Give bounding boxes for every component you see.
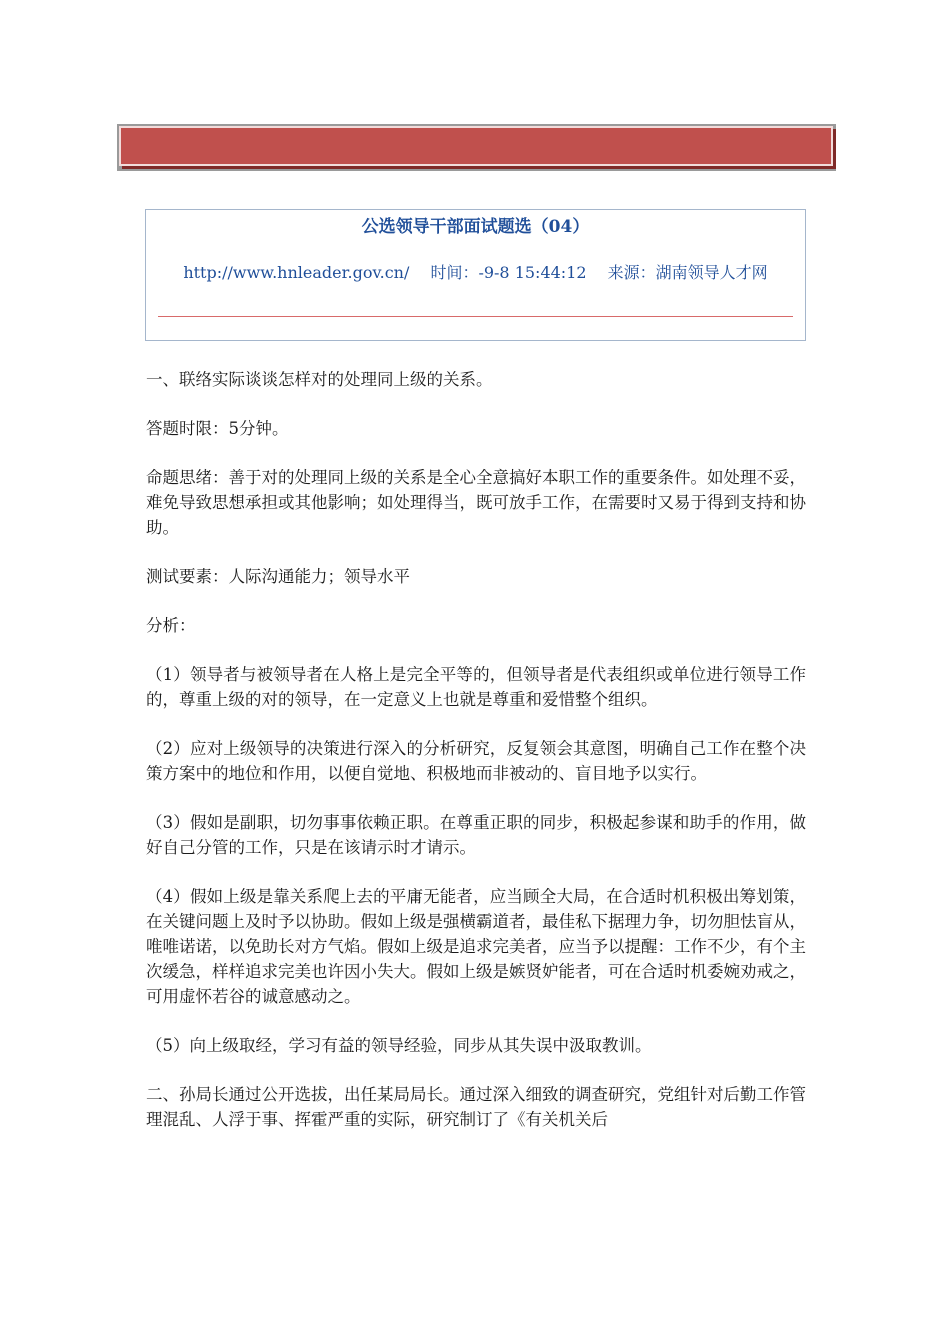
article-meta <box>146 260 805 283</box>
question-1: 一、联络实际谈谈怎样对的处理同上级的关系。 <box>146 370 493 389</box>
article-title: 公选领导干部面试题选（04） <box>361 217 590 237</box>
analysis-point-4: （4）假如上级是靠关系爬上去的平庸无能者，应当顾全大局，在合适时机积极出筹划策，在关键问题上及时予以协助。假如上级是强横霸道者，最佳私下据理力争，切勿胆怯盲从，唯唯诺诺，以免助长对方气焰。假如上级是追求完美者，应当予以提醒：工作不少，有个主次缓急，样样追求完美也许因小失大。假如上级是嫉贤妒能者，可在合适时机委婉劝戒之，可用虚怀若谷的诚意感动之。 <box>146 887 806 1006</box>
article-body <box>146 367 806 1156</box>
test-elements: 测试要素：人际沟通能力；领导水平 <box>146 567 410 586</box>
article-header-box <box>145 209 806 341</box>
header-divider <box>158 316 793 317</box>
analysis-point-5: （5）向上级取经，学习有益的领导经验，同步从其失误中汲取教训。 <box>146 1036 652 1055</box>
question-2: 二、孙局长通过公开选拔，出任某局局长。通过深入细致的调查研究，党组针对后勤工作管理混乱、人浮于事、挥霍严重的实际，研究制订了《有关机关后 <box>146 1085 806 1129</box>
header-banner <box>119 126 833 166</box>
time-limit: 答题时限：5分钟。 <box>146 419 289 438</box>
analysis-point-3: （3）假如是副职，切勿事事依赖正职。在尊重正职的同步，积极起参谋和助手的作用，做好自己分管的工作，只是在该请示时才请示。 <box>146 813 806 857</box>
publish-time: 时间：-9-8 15:44:12 <box>430 263 587 282</box>
source-name: 来源：湖南领导人才网 <box>607 263 768 282</box>
question-rationale: 命题思绪：善于对的处理同上级的关系是全心全意搞好本职工作的重要条件。如处理不妥，难免导致思想承担或其他影响；如处理得当，既可放手工作，在需要时又易于得到支持和协助。 <box>146 468 806 537</box>
analysis-heading: 分析： <box>146 616 196 635</box>
analysis-point-2: （2）应对上级领导的决策进行深入的分析研究，反复领会其意图，明确自己工作在整个决策方案中的地位和作用，以便自觉地、积极地而非被动的、盲目地予以实行。 <box>146 739 806 783</box>
analysis-point-1: （1）领导者与被领导者在人格上是完全平等的，但领导者是代表组织或单位进行领导工作的，尊重上级的对的领导，在一定意义上也就是尊重和爱惜整个组织。 <box>146 665 806 709</box>
source-url: http://www.hnleader.gov.cn/ <box>183 263 410 282</box>
